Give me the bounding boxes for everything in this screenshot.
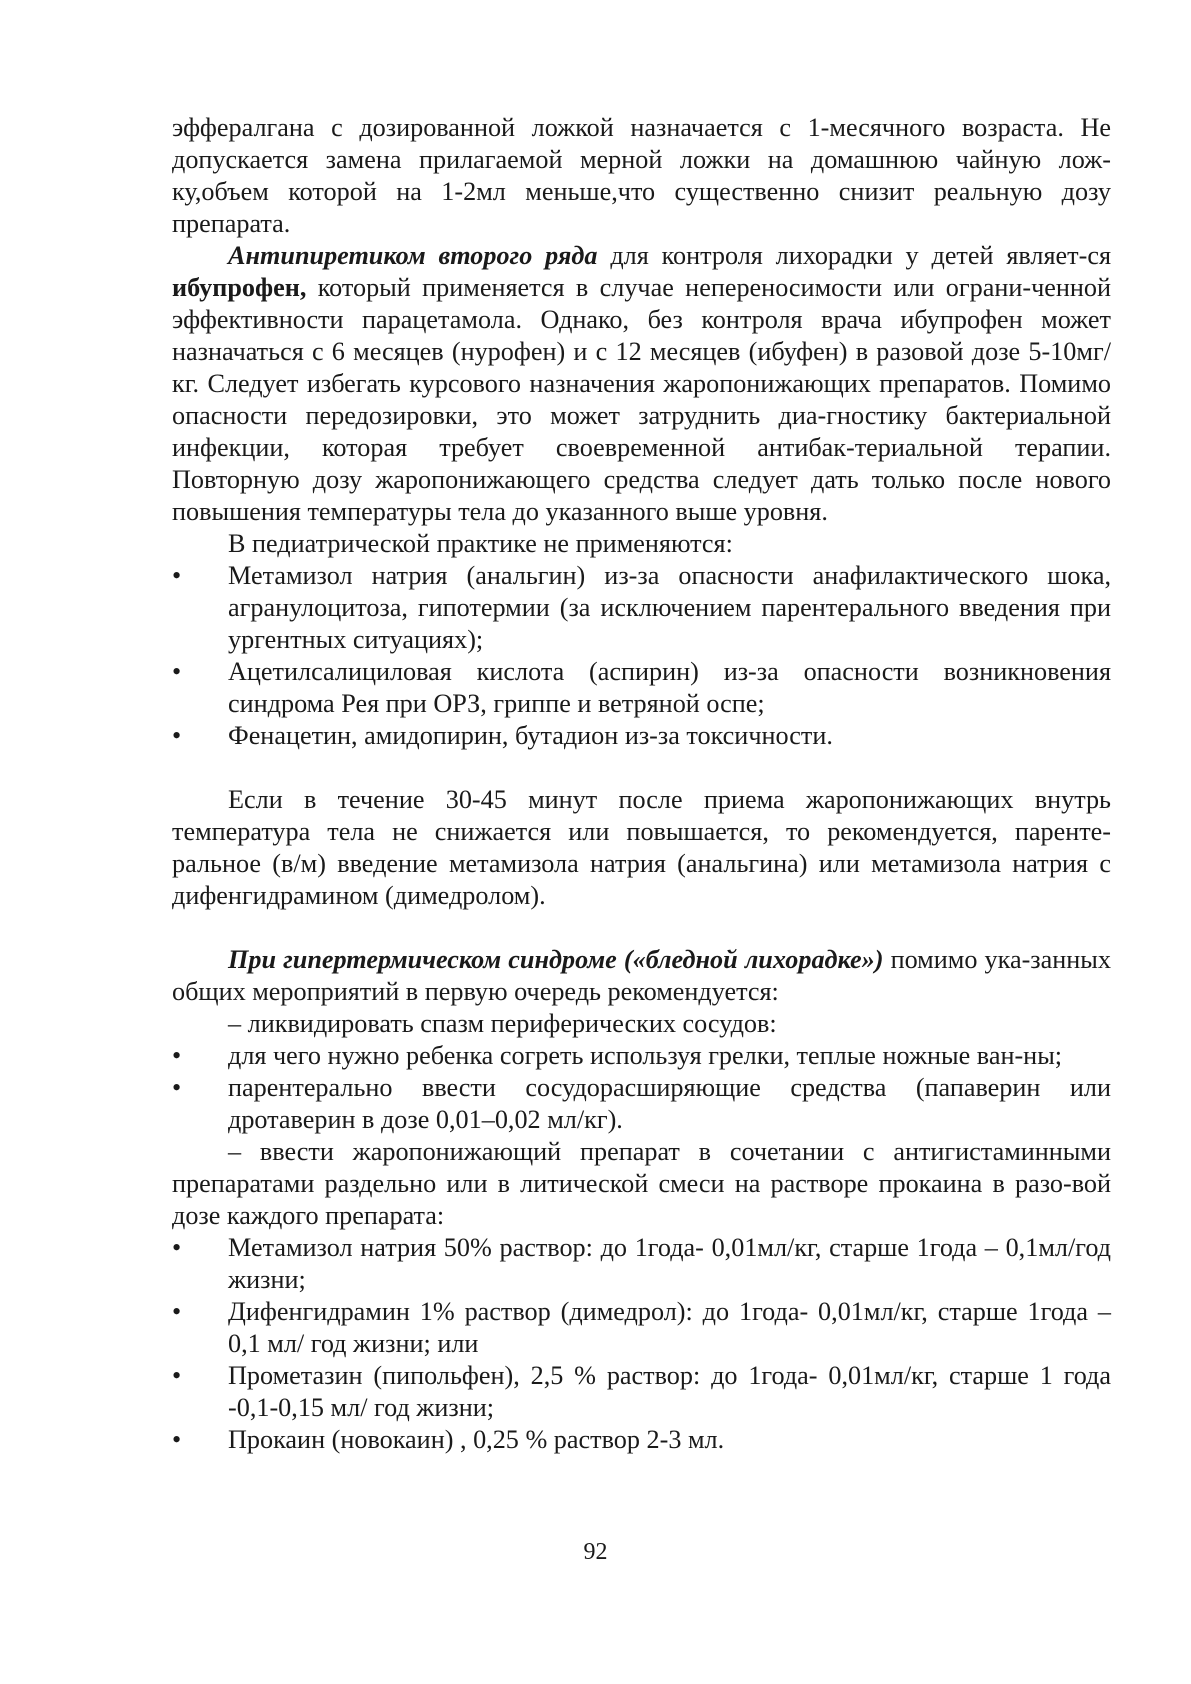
paragraph-ibuprofen: [172, 240, 1111, 528]
paragraph-antipyretic-combo: – ввести жаропонижающий препарат в сочетании с антигистаминными препаратами раздельно или в литической смеси на растворе прокаина в разо-вой дозе каждого препарата:: [172, 1137, 1111, 1230]
text-fragment: помимо ука-занных общих мероприятий в первую очередь рекомендуется:: [172, 945, 1111, 1006]
paragraph-efferalgan: эффералгана с дозированной ложкой назначается с 1-месячного возраста. Не допускается замена прилагаемой мерной ложки на домашнюю чайную лож-ку,объем которой на 1-2мл меньше,что существенно снизит реальную дозу препарата.: [172, 113, 1111, 238]
spacer: [172, 912, 1111, 944]
list-item: • Фенацетин, амидопирин, бутадион из-за токсичности.: [172, 720, 1111, 752]
list-not-used-drugs: [172, 560, 1111, 752]
list-lytic-mixture: [172, 1232, 1111, 1456]
list-item: • Ацетилсалициловая кислота (аспирин) из-за опасности возникновения синдрома Рея при ОРЗ, гриппе и ветряной оспе;: [172, 656, 1111, 720]
list-item: • Метамизол натрия (анальгин) из-за опасности анафилактического шока, агранулоцитоза, гипотермии (за исключением парентерального введения при ургентных ситуациях);: [172, 560, 1111, 656]
text-fragment: который применяется в случае непереносимости или ограни-ченной эффективности парацетамола. Однако, без контроля врача ибупрофен может назначаться с 6 месяцев (нурофен) и с 12 месяцев (ибуфен) в разовой дозе 5-10мг/кг. Следует избегать курсового назначения жаропонижающих препаратов. Помимо опасности передозировки, это может затруднить диа-гностику бактериальной инфекции, которая требует своевременной антибак-териальной терапии. Повторную дозу жаропонижающего средства следует дать только после нового повышения температуры тела до указанного выше уровня.: [172, 273, 1111, 526]
paragraph-metamizole-injection: Если в течение 30-45 минут после приема жаропонижающих внутрь температура тела не снижается или повышается, то рекомендуется, паренте-ральное (в/м) введение метамизола натрия (анальгина) или метамизола натрия с дифенгидрамином (димедролом).: [172, 785, 1111, 910]
list-spasm-measures: [172, 1040, 1111, 1136]
paragraph-hyperthermic-syndrome: [172, 944, 1111, 1008]
emphasis-ibuprofen: ибупрофен,: [172, 273, 307, 302]
emphasis-hyperthermic-syndrome: При гипертермическом синдроме («бледной лихорадке»): [228, 945, 884, 974]
list-item: • для чего нужно ребенка согреть используя грелки, теплые ножные ван-ны;: [172, 1040, 1111, 1072]
page-content: [172, 112, 1111, 1456]
list-item: • Метамизол натрия 50% раствор: до 1года- 0,01мл/кг, старше 1года – 0,1мл/год жизни;: [172, 1232, 1111, 1296]
emphasis-second-line-antipyretic: Антипиретиком второго ряда: [228, 241, 598, 270]
paragraph-not-used-heading: В педиатрической практике не применяются:: [228, 529, 733, 558]
paragraph-eliminate-spasm: – ликвидировать спазм периферических сосудов:: [228, 1009, 777, 1038]
list-item: • Прометазин (пипольфен), 2,5 % раствор: до 1года- 0,01мл/кг, старше 1 года -0,1-0,15 мл/ год жизни;: [172, 1360, 1111, 1424]
text-fragment: для контроля лихорадки у детей являет-ся: [597, 241, 1111, 270]
page-number: 92: [583, 1539, 608, 1565]
spacer: [172, 752, 1111, 784]
list-item: • парентерально ввести сосудорасширяющие средства (папаверин или дротаверин в дозе 0,01–0,02 мл/кг).: [172, 1072, 1111, 1136]
list-item: • Дифенгидрамин 1% раствор (димедрол): до 1года- 0,01мл/кг, старше 1года –0,1 мл/ год жизни; или: [172, 1296, 1111, 1360]
list-item: • Прокаин (новокаин) , 0,25 % раствор 2-3 мл.: [172, 1424, 1111, 1456]
